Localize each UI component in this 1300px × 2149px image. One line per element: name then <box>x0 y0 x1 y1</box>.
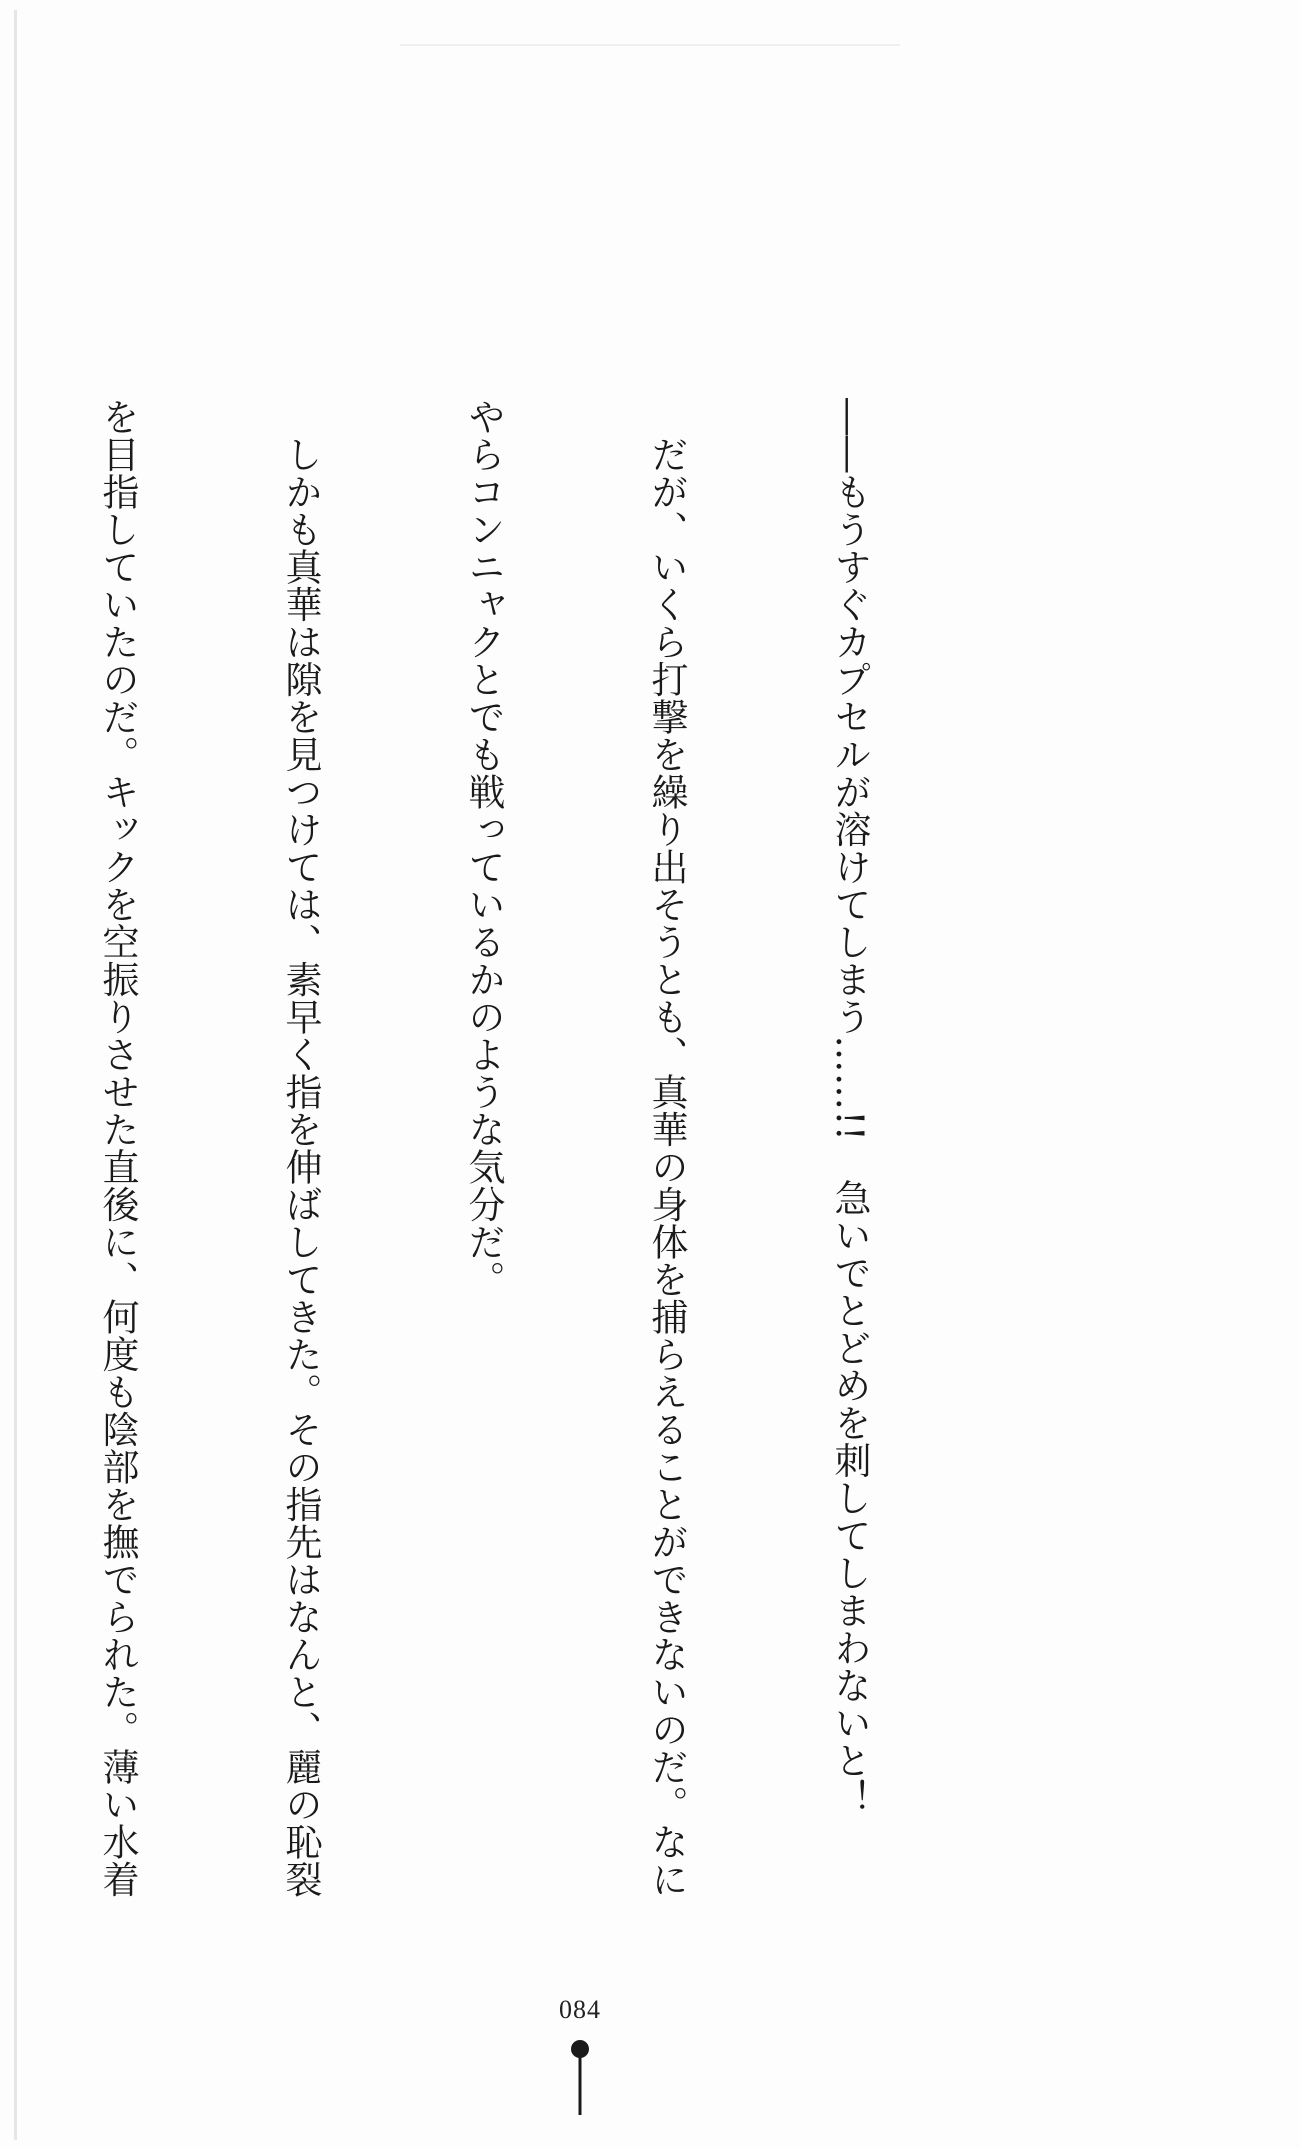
text-line: だが、いくら打撃を繰り出そうとも、真華の身体を捕らえることができないのだ。なに <box>645 398 688 1898</box>
scan-edge-top <box>400 44 900 46</box>
text-line: ――もうすぐカプセルが溶けてしまう……!! 急いでとどめを刺してしまわないと！ <box>828 398 871 1817</box>
body-text <box>0 398 1002 1958</box>
text-line: やらコンニャクとでも戦っているかのような気分だ。 <box>462 398 505 1298</box>
text-line: を目指していたのだ。キックを空振りさせた直後に、何度も陰部を撫でられた。薄い水着 <box>96 398 139 1898</box>
page-number: 084 <box>559 1995 601 2024</box>
folio-ornament-icon <box>566 2037 594 2117</box>
text-line: しかも真華は隙を見つけては、素早く指を伸ばしてきた。その指先はなんと、麗の恥裂 <box>279 398 322 1898</box>
